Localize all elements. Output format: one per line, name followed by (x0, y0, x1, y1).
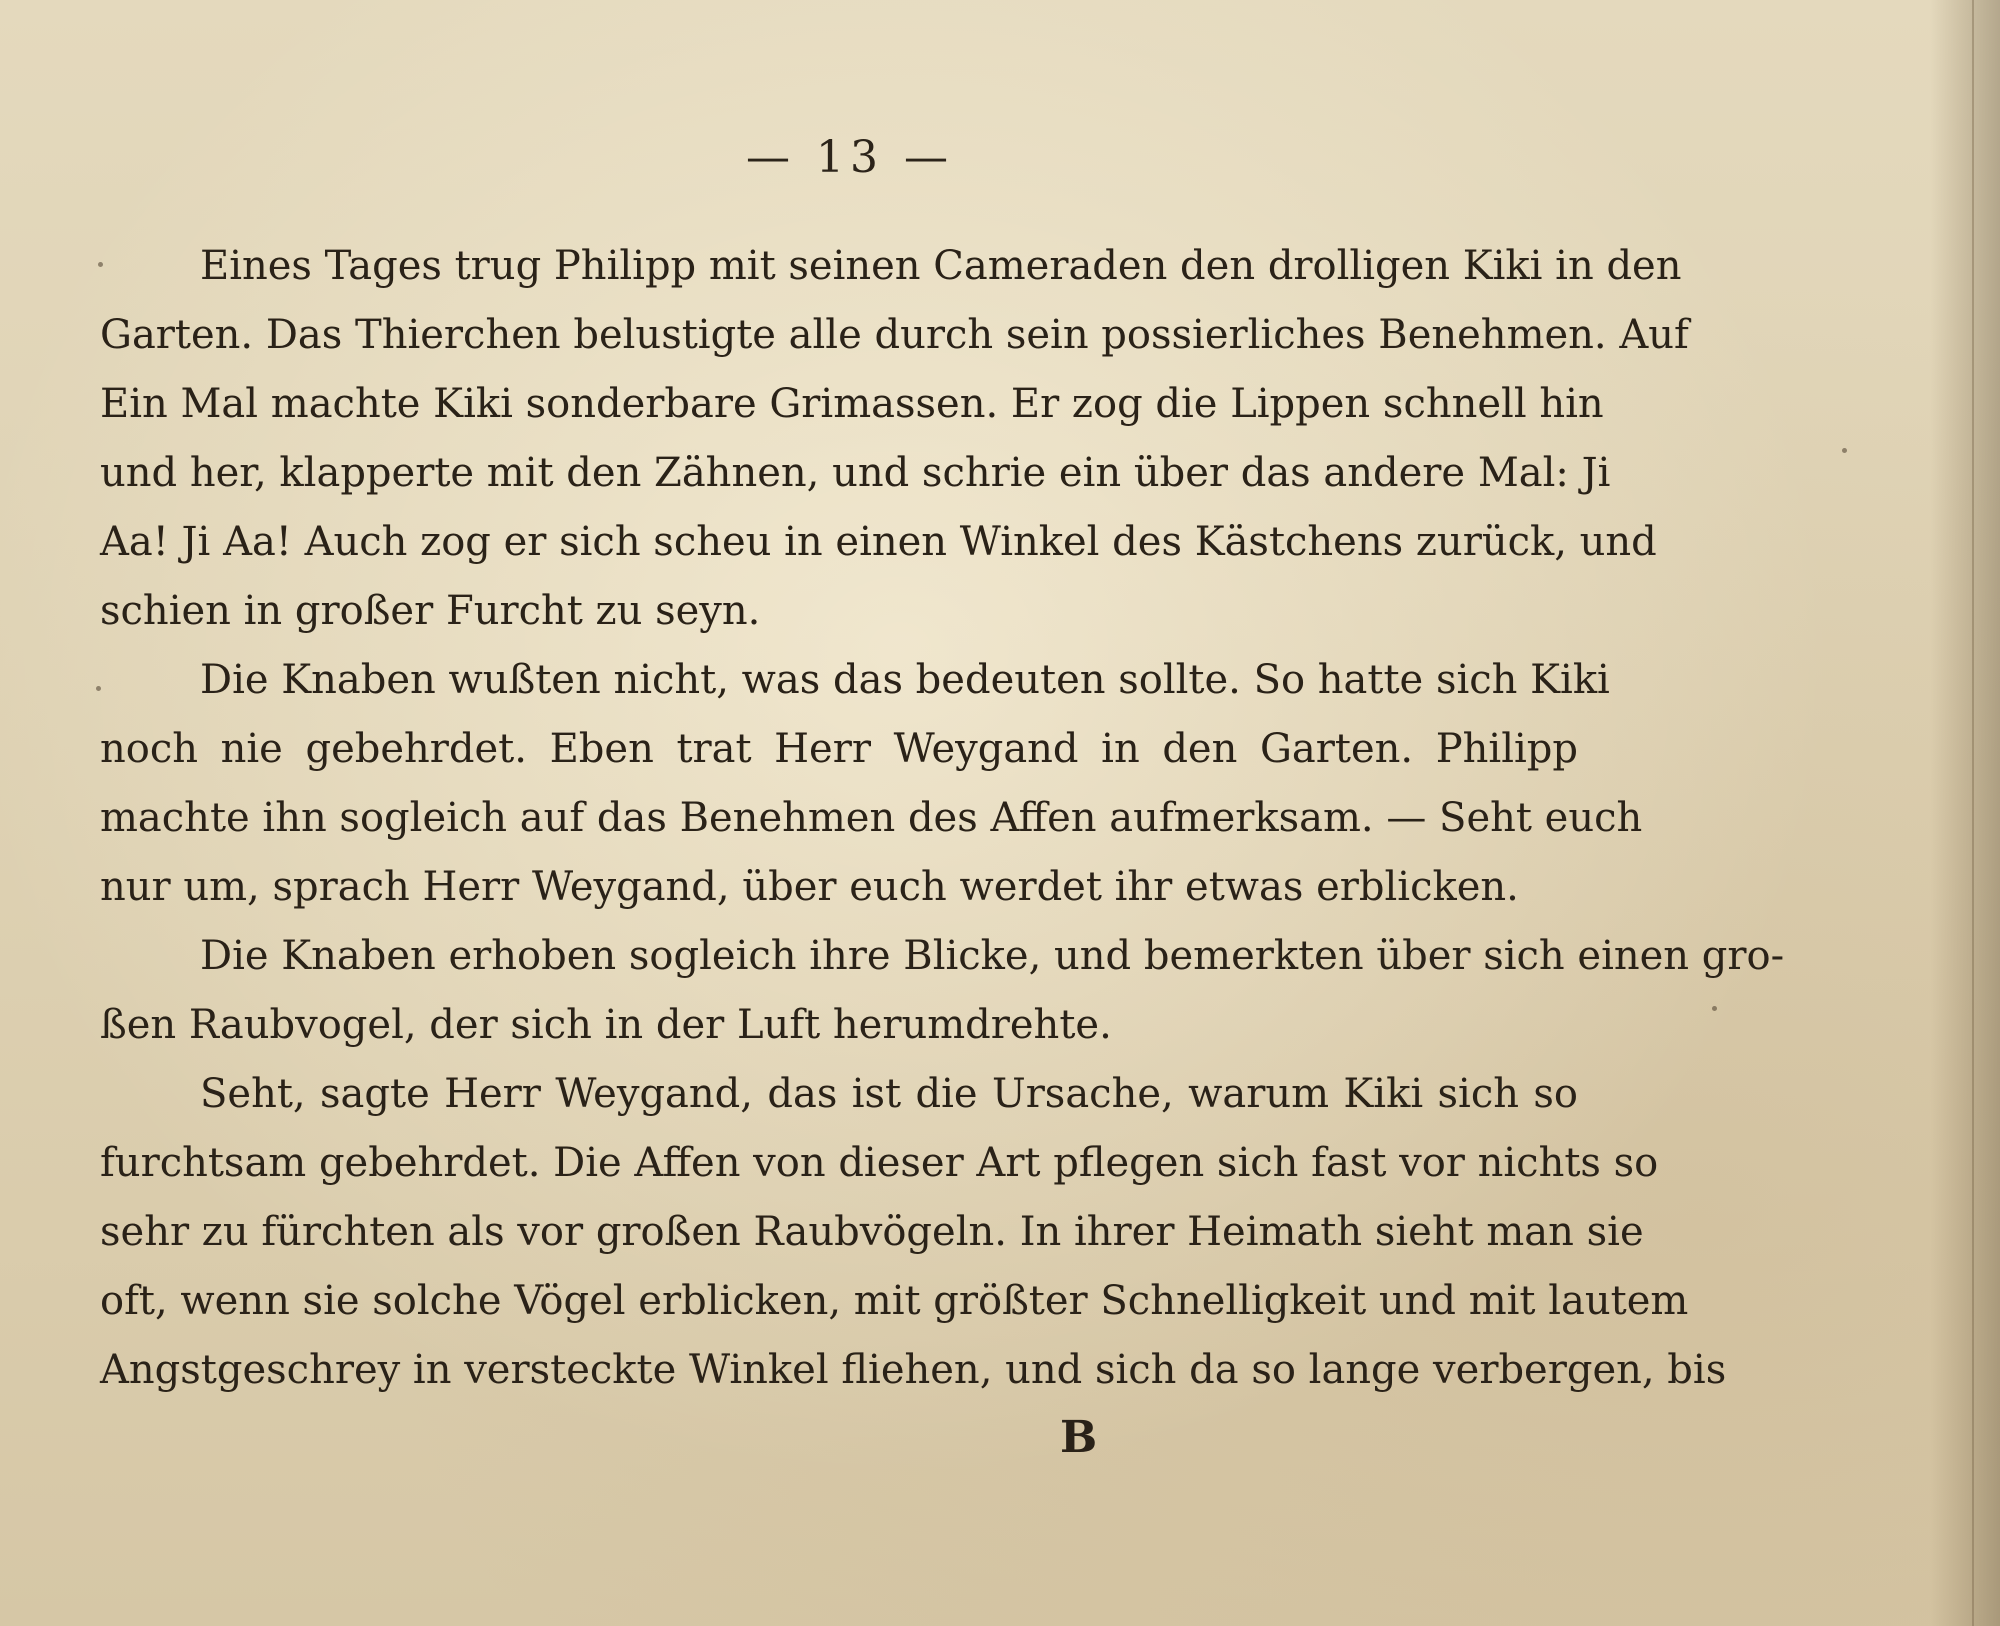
paper-speck (96, 686, 101, 691)
signature-mark: B (1060, 1412, 1098, 1463)
text-line: Die Knaben wußten nicht, was das bedeuten sollte. So hatte sich Kiki (200, 657, 1610, 703)
text-line: schien in großer Furcht zu seyn. (100, 588, 761, 634)
text-line: machte ihn sogleich auf das Benehmen des Affen aufmerksam. — Seht euch (100, 795, 1643, 841)
text-line: Aa! Ji Aa! Auch zog er sich scheu in einen Winkel des Kästchens zurück, und (100, 519, 1657, 565)
text-line: Die Knaben erhoben sogleich ihre Blicke, und bemerkten über sich einen gro- (200, 933, 1785, 979)
text-line: und her, klapperte mit den Zähnen, und schrie ein über das andere Mal: Ji (100, 450, 1611, 496)
paper-speck (1712, 1006, 1717, 1011)
text-line: sehr zu fürchten als vor großen Raubvögeln. In ihrer Heimath sieht man sie (100, 1209, 1644, 1255)
text-line: Angstgeschrey in versteckte Winkel fliehen, und sich da so lange verbergen, bis (100, 1347, 1727, 1393)
page-number-header: — 13 — (746, 132, 954, 183)
text-line: Eines Tages trug Philipp mit seinen Cameraden den drolligen Kiki in den (200, 243, 1682, 289)
paper-speck (1842, 448, 1847, 453)
page-edge (1972, 0, 1974, 1626)
body-text (100, 232, 1785, 1405)
text-line: Ein Mal machte Kiki sonderbare Grimassen. Er zog die Lippen schnell hin (100, 381, 1604, 427)
text-line: nur um, sprach Herr Weygand, über euch werdet ihr etwas erblicken. (100, 864, 1519, 910)
text-line: Seht, sagte Herr Weygand, das ist die Ursache, warum Kiki sich so (200, 1071, 1578, 1117)
text-line: furchtsam gebehrdet. Die Affen von dieser Art pflegen sich fast vor nichts so (100, 1140, 1659, 1186)
paper-speck (98, 262, 103, 267)
text-line: ßen Raubvogel, der sich in der Luft herumdrehte. (100, 1002, 1112, 1048)
text-line: noch nie gebehrdet. Eben trat Herr Weygand in den Garten. Philipp (100, 726, 1578, 772)
text-line: oft, wenn sie solche Vögel erblicken, mit größter Schnelligkeit und mit lautem (100, 1278, 1689, 1324)
text-line: Garten. Das Thierchen belustigte alle durch sein possierliches Benehmen. Auf (100, 312, 1689, 358)
